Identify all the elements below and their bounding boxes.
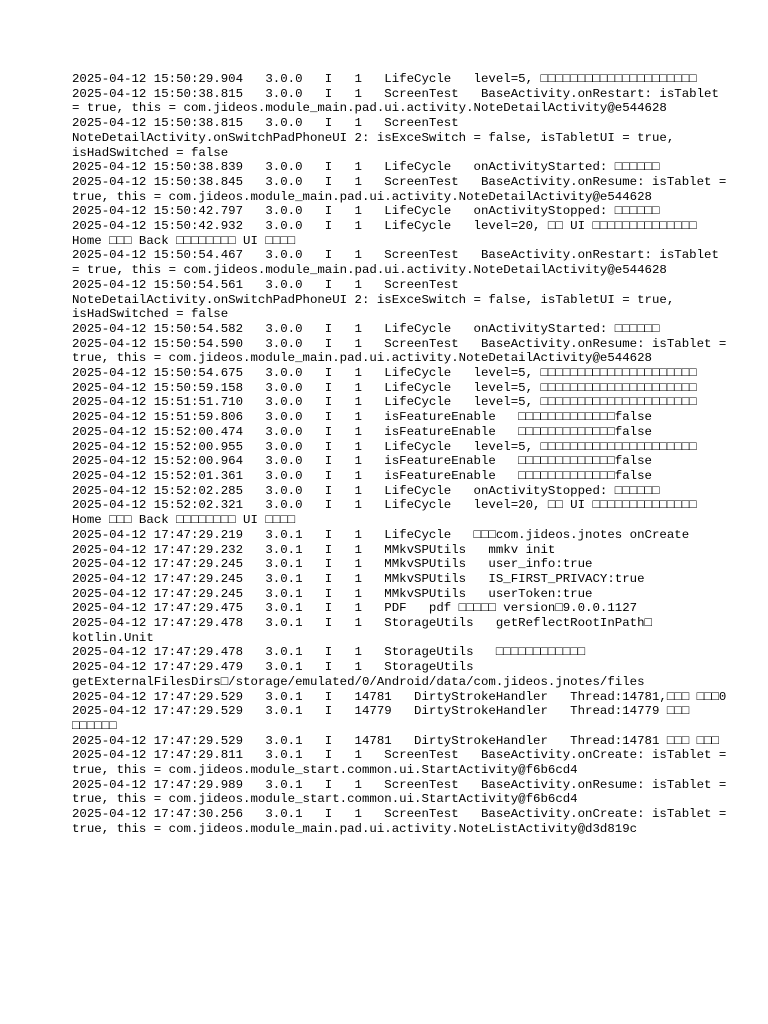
log-line: 2025-04-12 17:47:29.529 3.0.1 I 14781 DirtyStrokeHandler Thread:14781 □□□ □□□ bbox=[72, 733, 719, 748]
log-line: 2025-04-12 17:47:30.256 3.0.1 I 1 ScreenTest BaseActivity.onCreate: isTablet = true, this = com.jideos.module_main.pad.ui.activity.NoteListActivity@d3d819c bbox=[72, 807, 734, 836]
log-line: 2025-04-12 17:47:29.529 3.0.1 I 14779 DirtyStrokeHandler Thread:14779 □□□ □□□□□□ bbox=[72, 704, 697, 733]
log-line: 2025-04-12 15:52:02.285 3.0.0 I 1 LifeCycle onActivityStopped: □□□□□□ bbox=[72, 483, 660, 498]
log-line: 2025-04-12 17:47:29.232 3.0.1 I 1 MMkvSPUtils mmkv init bbox=[72, 542, 556, 557]
log-line: 2025-04-12 15:52:00.955 3.0.0 I 1 LifeCycle level=5, □□□□□□□□□□□□□□□□□□□□□ bbox=[72, 439, 697, 454]
log-line: 2025-04-12 17:47:29.219 3.0.1 I 1 LifeCycle □□□com.jideos.jnotes onCreate bbox=[72, 527, 690, 542]
log-line: 2025-04-12 17:47:29.529 3.0.1 I 14781 DirtyStrokeHandler Thread:14781,□□□ □□□0 bbox=[72, 689, 727, 704]
log-line: 2025-04-12 17:47:29.245 3.0.1 I 1 MMkvSPUtils user_info:true bbox=[72, 557, 593, 572]
log-line: 2025-04-12 15:50:54.582 3.0.0 I 1 LifeCycle onActivityStarted: □□□□□□ bbox=[72, 321, 660, 336]
log-line: 2025-04-12 15:52:00.964 3.0.0 I 1 isFeatureEnable □□□□□□□□□□□□□false bbox=[72, 454, 652, 469]
log-line: 2025-04-12 17:47:29.475 3.0.1 I 1 PDF pdf □□□□□ version□9.0.0.1127 bbox=[72, 601, 638, 616]
log-line: 2025-04-12 15:50:38.815 3.0.0 I 1 ScreenTest NoteDetailActivity.onSwitchPadPhoneUI 2: isExceSwitch = false, isTabletUI = true, isHadSwitched = false bbox=[72, 116, 682, 160]
log-line: 2025-04-12 17:47:29.245 3.0.1 I 1 MMkvSPUtils userToken:true bbox=[72, 586, 593, 601]
log-line: 2025-04-12 15:50:29.904 3.0.0 I 1 LifeCycle level=5, □□□□□□□□□□□□□□□□□□□□□ bbox=[72, 72, 697, 86]
log-line: 2025-04-12 17:47:29.478 3.0.1 I 1 StorageUtils □□□□□□□□□□□□ bbox=[72, 645, 586, 660]
log-line: 2025-04-12 17:47:29.811 3.0.1 I 1 ScreenTest BaseActivity.onCreate: isTablet = true, this = com.jideos.module_start.common.ui.StartActivity@f6b6cd4 bbox=[72, 748, 734, 778]
log-line: 2025-04-12 17:47:29.479 3.0.1 I 1 StorageUtils getExternalFilesDirs□/storage/emulated/0/Android/data/com.jideos.jnotes/files bbox=[72, 660, 645, 689]
log-line: 2025-04-12 15:50:54.590 3.0.0 I 1 ScreenTest BaseActivity.onResume: isTablet = true, this = com.jideos.module_main.pad.ui.activity.NoteDetailActivity@e544628 bbox=[72, 336, 734, 366]
log-line: 2025-04-12 15:50:38.839 3.0.0 I 1 LifeCycle onActivityStarted: □□□□□□ bbox=[72, 160, 660, 175]
log-line: 2025-04-12 15:52:00.474 3.0.0 I 1 isFeatureEnable □□□□□□□□□□□□□false bbox=[72, 424, 652, 439]
log-line: 2025-04-12 15:50:38.815 3.0.0 I 1 ScreenTest BaseActivity.onRestart: isTablet = true, this = com.jideos.module_main.pad.ui.activity.NoteDetailActivity@e544628 bbox=[72, 86, 727, 116]
log-line: 2025-04-12 15:50:54.675 3.0.0 I 1 LifeCycle level=5, □□□□□□□□□□□□□□□□□□□□□ bbox=[72, 366, 697, 381]
log-line: 2025-04-12 15:50:38.845 3.0.0 I 1 ScreenTest BaseActivity.onResume: isTablet = true, this = com.jideos.module_main.pad.ui.activity.NoteDetailActivity@e544628 bbox=[72, 174, 734, 204]
log-line: 2025-04-12 17:47:29.478 3.0.1 I 1 StorageUtils getReflectRootInPath□ kotlin.Unit bbox=[72, 616, 660, 645]
log-line: 2025-04-12 15:50:59.158 3.0.0 I 1 LifeCycle level=5, □□□□□□□□□□□□□□□□□□□□□ bbox=[72, 380, 697, 395]
log-line: 2025-04-12 15:51:51.710 3.0.0 I 1 LifeCycle level=5, □□□□□□□□□□□□□□□□□□□□□ bbox=[72, 395, 697, 410]
log-line: 2025-04-12 15:50:54.467 3.0.0 I 1 ScreenTest BaseActivity.onRestart: isTablet = true, this = com.jideos.module_main.pad.ui.activity.NoteDetailActivity@e544628 bbox=[72, 248, 727, 278]
log-line: 2025-04-12 15:51:59.806 3.0.0 I 1 isFeatureEnable □□□□□□□□□□□□□false bbox=[72, 410, 652, 425]
log-text-block bbox=[72, 72, 732, 837]
log-line: 2025-04-12 15:52:01.361 3.0.0 I 1 isFeatureEnable □□□□□□□□□□□□□false bbox=[72, 468, 652, 483]
log-line: 2025-04-12 15:52:02.321 3.0.0 I 1 LifeCycle level=20, □□ UI □□□□□□□□□□□□□□ Home □□□ Back □□□□□□□□ UI □□□□ bbox=[72, 498, 705, 528]
log-line: 2025-04-12 17:47:29.245 3.0.1 I 1 MMkvSPUtils IS_FIRST_PRIVACY:true bbox=[72, 571, 645, 586]
log-line: 2025-04-12 17:47:29.989 3.0.1 I 1 ScreenTest BaseActivity.onResume: isTablet = true, this = com.jideos.module_start.common.ui.StartActivity@f6b6cd4 bbox=[72, 777, 734, 807]
log-line: 2025-04-12 15:50:42.932 3.0.0 I 1 LifeCycle level=20, □□ UI □□□□□□□□□□□□□□ Home □□□ Back □□□□□□□□ UI □□□□ bbox=[72, 219, 705, 248]
log-line: 2025-04-12 15:50:42.797 3.0.0 I 1 LifeCycle onActivityStopped: □□□□□□ bbox=[72, 204, 660, 219]
log-line: 2025-04-12 15:50:54.561 3.0.0 I 1 ScreenTest NoteDetailActivity.onSwitchPadPhoneUI 2: isExceSwitch = false, isTabletUI = true, isHadSwitched = false bbox=[72, 277, 682, 322]
